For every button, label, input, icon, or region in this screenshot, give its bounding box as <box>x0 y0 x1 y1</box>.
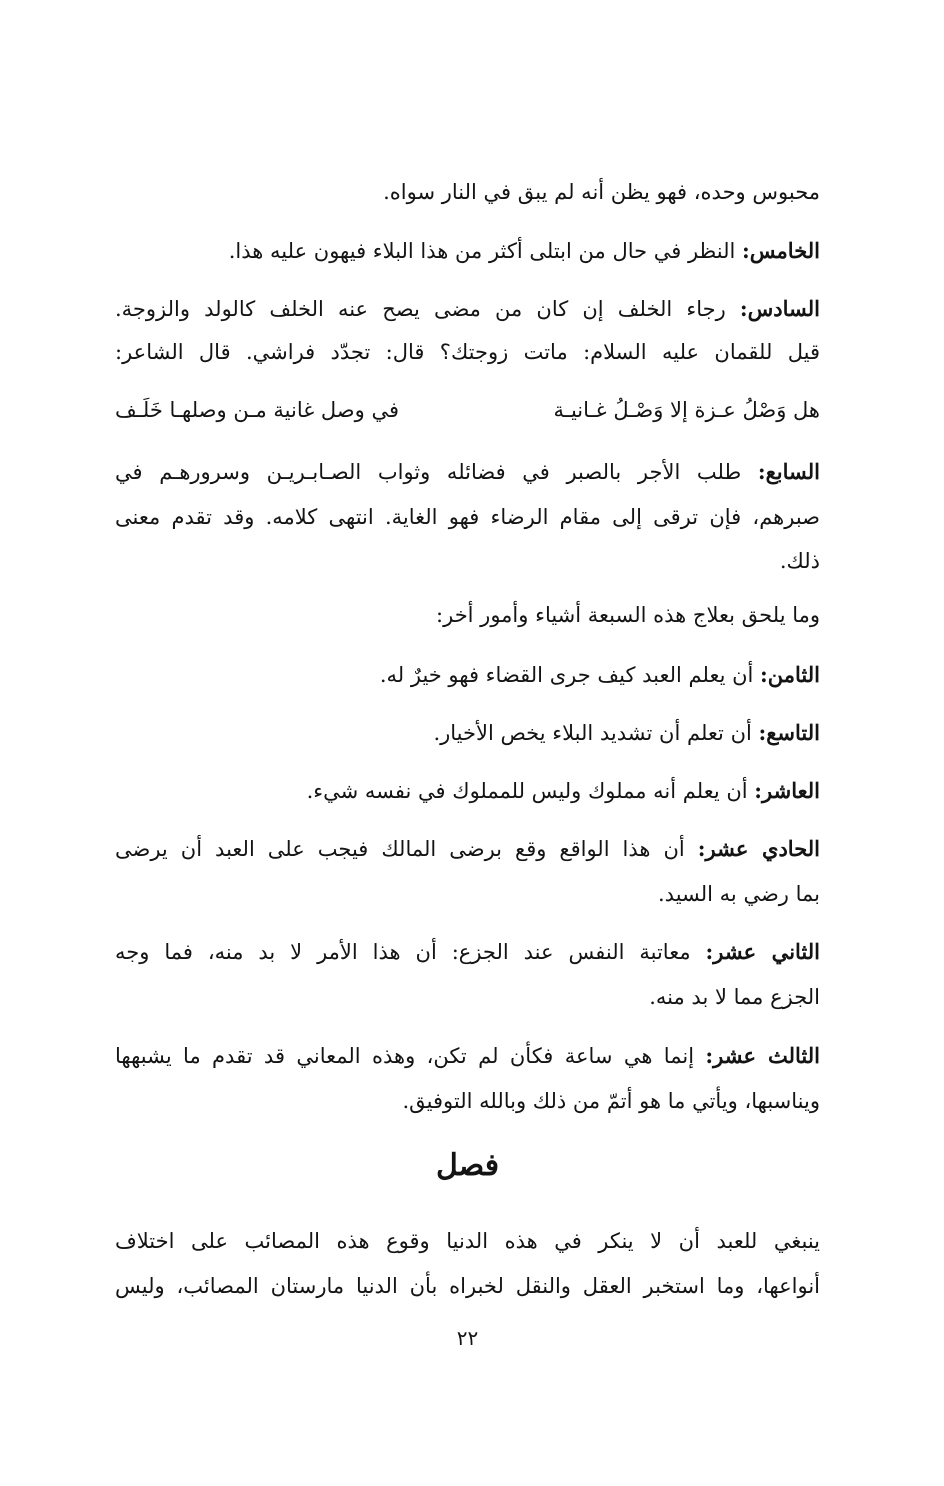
item-text: أن يعلم العبد كيف جرى القضاء فهو خيرٌ له. <box>379 663 761 687</box>
item-eleventh <box>115 834 820 864</box>
item-label: الثالث عشر: <box>705 1043 820 1068</box>
item-text: النظر في حال من ابتلى أكثر من هذا البلاء فيهون عليه هذا. <box>228 239 743 263</box>
item-eighth <box>115 660 820 690</box>
verse-hemistich-first: هل وَصْلُ عـزة إلا وَصْـلُ غـانيـة <box>553 398 820 422</box>
line-text: ذلك. <box>779 549 820 573</box>
text-line <box>115 601 820 630</box>
item-label: الحادي عشر: <box>697 836 820 861</box>
item-text: أن يعلم أنه مملوك وليس للمملوك في نفسه شيء. <box>306 779 755 803</box>
item-seventh <box>115 457 820 487</box>
text-line <box>115 1272 820 1301</box>
line-text: محبوس وحده، فهو يظن أنه لم يبق في النار سواه. <box>383 180 820 204</box>
item-text: رجاء الخلف إن كان من مضى يصح عنه الخلف كالولد والزوجة. <box>115 297 740 321</box>
line-text: وما يلحق بعلاج هذه السبعة أشياء وأمور أخر: <box>436 603 820 627</box>
item-sixth <box>115 294 820 324</box>
line-text: قيل للقمان عليه السلام: ماتت زوجتك؟ قال: تجدّد فراشي. قال الشاعر: <box>115 340 820 364</box>
line-text: صبرهم، فإن ترقى إلى مقام الرضاء فهو الغاية. انتهى كلامه. وقد تقدم معنى <box>115 505 820 529</box>
line-text: ويناسبها، ويأتي ما هو أتمّ من ذلك وبالله التوفيق. <box>402 1089 820 1113</box>
verse-hemistich-second: في وصل غانية مـن وصلهـا خَلَـف <box>115 398 399 422</box>
line-text: بما رضي به السيد. <box>658 882 820 906</box>
text-line <box>115 338 820 367</box>
item-thirteenth <box>115 1041 820 1071</box>
item-label: السابع: <box>757 459 820 484</box>
text-line <box>115 880 820 909</box>
item-text: إنما هي ساعة فكأن لم تكن، وهذه المعاني قد تقدم ما يشبهها <box>115 1044 706 1068</box>
item-text: أن هذا الواقع وقع برضى المالك فيجب على العبد أن يرضى <box>115 837 698 861</box>
item-ninth <box>115 718 820 748</box>
item-fifth <box>115 236 820 266</box>
poetry-verse <box>115 396 820 425</box>
item-text: معاتبة النفس عند الجزع: أن هذا الأمر لا بد منه، فما وجه <box>115 940 706 964</box>
line-text: الجزع مما لا بد منه. <box>649 985 820 1009</box>
text-line <box>115 1227 820 1256</box>
line-text: أنواعها، وما استخبر العقل والنقل لخبراه بأن الدنيا مارستان المصائب، وليس <box>115 1274 820 1298</box>
text-line <box>115 1087 820 1116</box>
item-twelfth <box>115 937 820 967</box>
text-line <box>115 983 820 1012</box>
item-label: الثامن: <box>760 662 820 687</box>
section-heading: فصل <box>435 1148 500 1183</box>
item-tenth <box>115 776 820 806</box>
item-label: العاشر: <box>754 778 820 803</box>
item-text: طلب الأجر بالصبر في فضائله وثواب الصـابـريـن وسرورهـم في <box>115 460 758 484</box>
item-text: أن تعلم أن تشديد البلاء يخص الأخيار. <box>433 721 759 745</box>
item-label: الخامس: <box>742 238 820 263</box>
text-line <box>115 178 820 207</box>
item-label: السادس: <box>739 296 820 321</box>
line-text: ينبغي للعبد أن لا ينكر في هذه الدنيا وقوع هذه المصائب على اختلاف <box>115 1229 820 1253</box>
page-number: ٢٢ <box>456 1326 479 1350</box>
item-label: التاسع: <box>758 720 820 745</box>
text-line <box>115 503 820 532</box>
item-label: الثاني عشر: <box>705 939 821 964</box>
book-page <box>115 0 820 1486</box>
text-line <box>115 547 820 576</box>
